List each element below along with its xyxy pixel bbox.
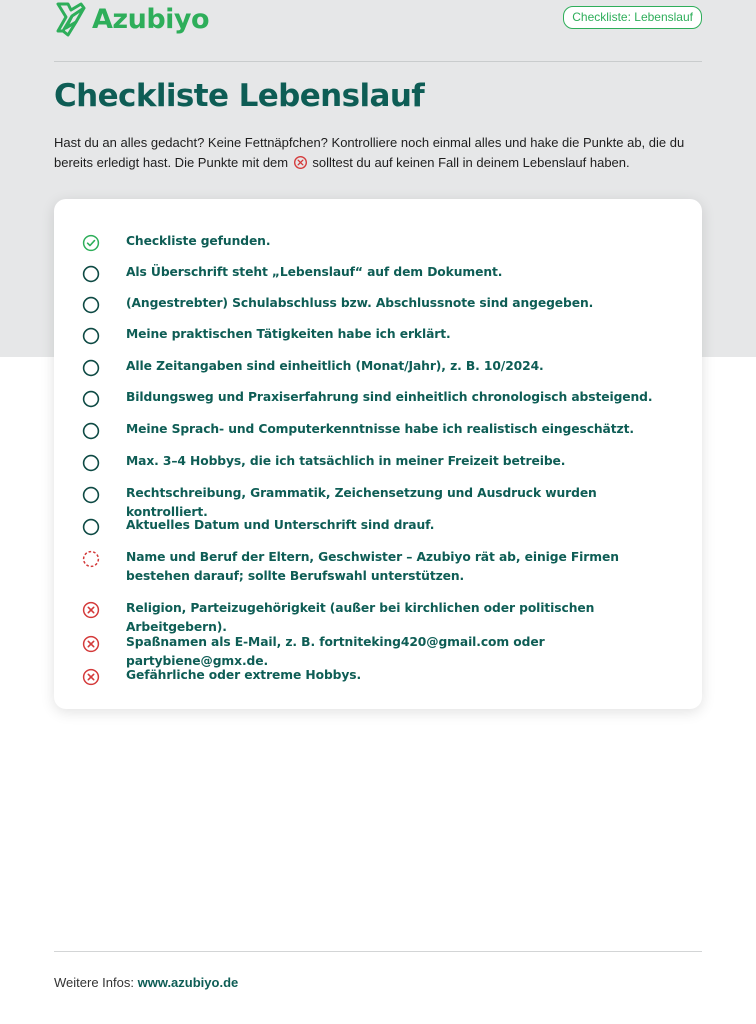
checklist-item-text: Checkliste gefunden.	[126, 234, 271, 248]
footer-label: Weitere Infos:	[54, 975, 134, 990]
empty-circle-icon[interactable]	[82, 265, 100, 283]
empty-circle-icon[interactable]	[82, 359, 100, 377]
empty-circle-icon[interactable]	[82, 422, 100, 440]
avoid-icon	[293, 155, 308, 170]
page-header	[54, 0, 702, 62]
empty-circle-icon[interactable]	[82, 327, 100, 345]
avoid-icon	[82, 668, 100, 686]
footer-link[interactable]: www.azubiyo.de	[137, 975, 239, 990]
dashed-circle-icon	[82, 550, 100, 568]
page-title: Checkliste Lebenslauf	[54, 78, 425, 114]
checklist-item-text: Meine praktischen Tätigkeiten habe ich erklärt.	[126, 327, 451, 341]
checklist-item-text: Max. 3–4 Hobbys, die ich tatsächlich in meiner Freizeit betreibe.	[126, 454, 566, 468]
avoid-icon	[82, 601, 100, 619]
intro-part1: Hast du an alles gedacht? Keine Fettnäpfchen? Kontrolliere noch einmal alles und hake die Punkte ab, die du bereits erledigt hast. Die Punkte mit dem	[54, 135, 685, 170]
azubiyo-logo-icon	[54, 0, 88, 38]
checklist-badge: Checkliste: Lebenslauf	[563, 6, 702, 29]
empty-circle-icon[interactable]	[82, 486, 100, 504]
checklist-item-text: (Angestrebter) Schulabschluss bzw. Abschlussnote sind angegeben.	[126, 296, 594, 310]
checklist-item-text: Spaßnamen als E-Mail, z. B. fortniteking420@gmail.com oder partybiene@gmx.de.	[126, 635, 545, 668]
empty-circle-icon[interactable]	[82, 296, 100, 314]
checklist-card	[54, 199, 702, 709]
intro-text	[54, 133, 714, 173]
checklist-item-text: Religion, Parteizugehörigkeit (außer bei kirchlichen oder politischen Arbeitgebern).	[126, 601, 595, 634]
checked-circle-icon[interactable]	[82, 234, 100, 252]
footer-divider	[54, 951, 702, 952]
checklist-item-text: Aktuelles Datum und Unterschrift sind drauf.	[126, 518, 435, 532]
intro-part2: solltest du auf keinen Fall in deinem Lebenslauf haben.	[312, 155, 630, 170]
checklist-item-text: Gefährliche oder extreme Hobbys.	[126, 668, 362, 682]
checklist-item-text: Meine Sprach- und Computerkenntnisse habe ich realistisch eingeschätzt.	[126, 422, 634, 436]
checklist-item-text: Bildungsweg und Praxiserfahrung sind einheitlich chronologisch absteigend.	[126, 390, 653, 404]
checklist-item-text: Als Überschrift steht „Lebenslauf“ auf dem Dokument.	[126, 265, 503, 279]
checklist-item-text: Rechtschreibung, Grammatik, Zeichensetzung und Ausdruck wurden kontrolliert.	[126, 486, 597, 519]
logo[interactable]	[54, 0, 209, 38]
avoid-icon	[82, 635, 100, 653]
empty-circle-icon[interactable]	[82, 454, 100, 472]
empty-circle-icon[interactable]	[82, 390, 100, 408]
checklist-item-text: Name und Beruf der Eltern, Geschwister – Azubiyo rät ab, einige Firmen bestehen darauf; sollte Berufswahl unterstützen.	[126, 550, 619, 583]
footer	[54, 975, 238, 990]
checklist-item-text: Alle Zeitangaben sind einheitlich (Monat/Jahr), z. B. 10/2024.	[126, 359, 544, 373]
empty-circle-icon[interactable]	[82, 518, 100, 536]
logo-text: Azubiyo	[92, 3, 210, 35]
